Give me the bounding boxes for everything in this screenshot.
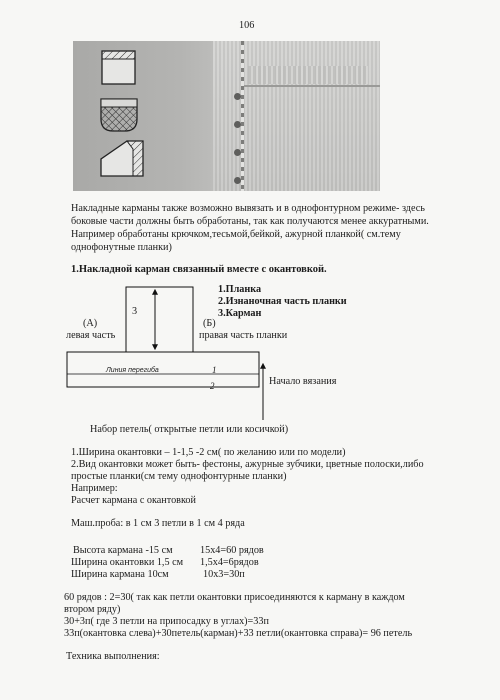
pocket-rect bbox=[126, 287, 193, 352]
label-a: (А) bbox=[83, 318, 98, 329]
legend-item-1: 1.Планка bbox=[218, 284, 262, 295]
rows-calc-1: 60 рядов : 2=30( так как петли окантовки присоединяются к карману в каждом bbox=[64, 592, 405, 603]
band-number-2: 2 bbox=[210, 381, 215, 391]
pocket-number: 3 bbox=[132, 306, 138, 317]
intro-line-1: Накладные карманы также возможно вывязать и в однофонтурном режиме- здесь bbox=[71, 203, 425, 214]
technique-heading: Техника выполнения: bbox=[66, 651, 160, 662]
rows-calc-4: 33п(окантовка слева)+30петель(карман)+33 петли(окантовка справа)= 96 петель bbox=[64, 628, 413, 639]
label-b: (Б) bbox=[203, 318, 216, 329]
rounded-pocket-icon bbox=[101, 99, 137, 131]
calc-value-3: 10х3=30п bbox=[203, 569, 245, 580]
page-number: 106 bbox=[239, 20, 255, 31]
note-2: 2.Вид окантовки может быть- фестоны, ажурные зубчики, цветные полоски,либо bbox=[71, 459, 424, 470]
fold-line-label: Линия перегиба bbox=[106, 367, 159, 374]
calc-value-2: 1,5х4=6рядов bbox=[200, 557, 259, 568]
calc-value-1: 15х4=60 рядов bbox=[200, 545, 264, 556]
band-rect bbox=[67, 352, 259, 387]
note-3: простые планки(см тему однофонтурные планки) bbox=[71, 471, 287, 482]
rows-calc-3: 30+3п( где 3 петли на припосадку в углах)=33п bbox=[64, 616, 269, 627]
section-heading: 1.Накладной карман связанный вместе с окантовкой. bbox=[71, 264, 327, 275]
calc-label-2: Ширина окантовки 1,5 см bbox=[71, 557, 184, 568]
intro-line-3: Например обработаны крючком,тесьмой,бейкой, ажурной планкой( см.тему bbox=[71, 229, 401, 240]
pocket-shapes-illustration bbox=[73, 41, 213, 191]
note-4: Например: bbox=[71, 483, 118, 494]
label-b-text: правая часть планки bbox=[199, 330, 288, 341]
calc-label-3: Ширина кармана 10см bbox=[71, 569, 169, 580]
start-knitting-label: Начало вязания bbox=[269, 376, 337, 387]
gauge-line: Маш.проба: в 1 см 3 петли в 1 см 4 ряда bbox=[71, 518, 245, 529]
intro-line-4: однофонутные планки) bbox=[71, 242, 172, 253]
square-pocket-icon bbox=[102, 51, 135, 84]
rows-calc-2: втором ряду) bbox=[64, 604, 121, 615]
legend-item-3: 3.Карман bbox=[218, 308, 262, 319]
intro-line-2: боковые части должны быть обработаны, так как получаются менее аккуратными. bbox=[71, 216, 429, 227]
note-5: Расчет кармана с окантовкой bbox=[71, 495, 196, 506]
legend-item-2: 2.Изнаночная часть планки bbox=[218, 296, 347, 307]
band-number-1: 1 bbox=[212, 365, 217, 375]
label-a-text: левая часть bbox=[66, 330, 116, 341]
knitting-photo bbox=[73, 41, 380, 191]
angled-pocket-icon bbox=[101, 141, 143, 176]
cast-on-label: Набор петель( открытые петли или косичкой) bbox=[90, 424, 289, 435]
calc-label-1: Высота кармана -15 см bbox=[73, 545, 173, 556]
note-1: 1.Ширина окантовки – 1-1,5 -2 см( по желанию или по модели) bbox=[71, 447, 346, 458]
